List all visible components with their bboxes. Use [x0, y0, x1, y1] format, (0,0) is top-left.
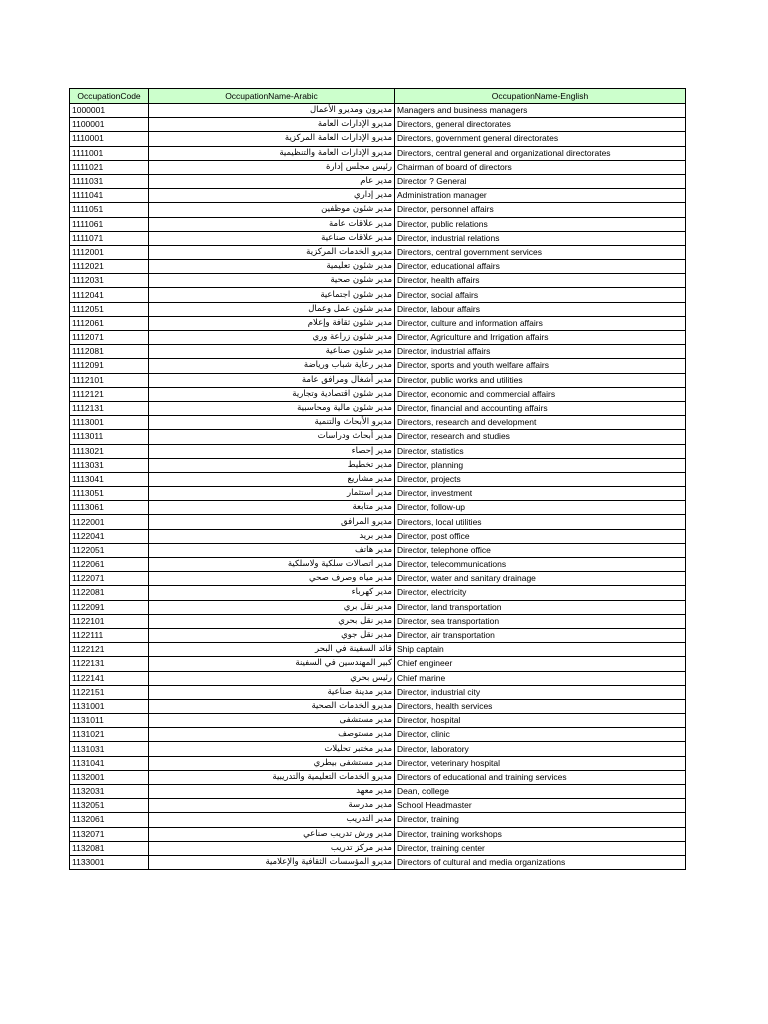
occupation-name-arabic-cell: مدير تخطيط: [149, 458, 395, 472]
occupation-code-cell: 1112031: [70, 274, 149, 288]
occupation-code-cell: 1133001: [70, 855, 149, 869]
occupation-name-english-cell: Director, sports and youth welfare affairs: [395, 359, 686, 373]
occupation-code-cell: 1132031: [70, 785, 149, 799]
table-row: [70, 203, 686, 217]
table-row: [70, 558, 686, 572]
occupation-name-english-cell: Director, follow-up: [395, 501, 686, 515]
occupation-code-cell: 1112121: [70, 387, 149, 401]
occupation-code-cell: 1122061: [70, 558, 149, 572]
occupation-code-cell: 1122141: [70, 671, 149, 685]
occupation-code-cell: 1122051: [70, 543, 149, 557]
occupation-code-cell: 1112081: [70, 345, 149, 359]
occupation-code-cell: 1122131: [70, 657, 149, 671]
occupation-name-arabic-cell: مدير ورش تدريب صناعي: [149, 827, 395, 841]
occupation-name-arabic-cell: مدير كهرباء: [149, 586, 395, 600]
occupation-code-cell: 1122081: [70, 586, 149, 600]
occupation-code-cell: 1113061: [70, 501, 149, 515]
occupation-name-arabic-cell: مدير اتصالات سلكية ولاسلكية: [149, 558, 395, 572]
occupation-code-cell: 1112041: [70, 288, 149, 302]
occupation-name-arabic-cell: مديرون ومديرو الأعمال: [149, 104, 395, 118]
occupation-code-cell: 1122071: [70, 572, 149, 586]
occupation-name-arabic-cell: مديرو الخدمات المركزية: [149, 245, 395, 259]
occupation-code-cell: 1122111: [70, 628, 149, 642]
occupation-name-english-cell: Director, economic and commercial affairs: [395, 387, 686, 401]
table-row: [70, 841, 686, 855]
occupation-name-arabic-cell: رئيس بحري: [149, 671, 395, 685]
table-row: [70, 373, 686, 387]
occupation-name-arabic-cell: مدير معهد: [149, 785, 395, 799]
occupation-code-cell: 1122091: [70, 600, 149, 614]
occupation-name-arabic-cell: مدير استثمار: [149, 487, 395, 501]
occupation-name-english-cell: Director, planning: [395, 458, 686, 472]
occupation-name-arabic-cell: مدير إداري: [149, 189, 395, 203]
occupation-code-cell: 1131031: [70, 742, 149, 756]
occupation-name-english-cell: Director, research and studies: [395, 430, 686, 444]
occupation-code-cell: 1111031: [70, 174, 149, 188]
table-row: [70, 728, 686, 742]
occupation-name-english-cell: School Headmaster: [395, 799, 686, 813]
table-row: [70, 245, 686, 259]
table-row: [70, 430, 686, 444]
occupation-name-english-cell: Director, training center: [395, 841, 686, 855]
table-row: [70, 799, 686, 813]
occupation-name-arabic-cell: مدير متابعة: [149, 501, 395, 515]
table-row: [70, 288, 686, 302]
occupation-name-english-cell: Directors, research and development: [395, 416, 686, 430]
header-row: [70, 89, 686, 104]
occupation-name-arabic-cell: مدير مستشفى بيطري: [149, 756, 395, 770]
occupation-name-arabic-cell: مدير مستشفى: [149, 714, 395, 728]
occupation-table: [69, 88, 686, 870]
occupation-name-arabic-cell: مدير شئون زراعة وري: [149, 331, 395, 345]
occupation-code-cell: 1111001: [70, 146, 149, 160]
occupation-name-english-cell: Director, training workshops: [395, 827, 686, 841]
occupation-code-cell: 1131011: [70, 714, 149, 728]
occupation-name-arabic-cell: مدير التدريب: [149, 813, 395, 827]
occupation-name-arabic-cell: مدير رعاية شباب ورياضة: [149, 359, 395, 373]
occupation-name-arabic-cell: مدير شئون عمل وعمال: [149, 302, 395, 316]
occupation-name-arabic-cell: رئيس مجلس إدارة: [149, 160, 395, 174]
occupation-code-cell: 1132071: [70, 827, 149, 841]
occupation-name-english-cell: Directors, health services: [395, 699, 686, 713]
occupation-code-cell: 1000001: [70, 104, 149, 118]
occupation-name-english-cell: Director, educational affairs: [395, 260, 686, 274]
occupation-name-arabic-cell: مدير أبحاث ودراسات: [149, 430, 395, 444]
occupation-name-english-cell: Director, water and sanitary drainage: [395, 572, 686, 586]
occupation-name-arabic-cell: مدير مياه وصرف صحي: [149, 572, 395, 586]
occupation-name-arabic-cell: مديرو الخدمات الصحية: [149, 699, 395, 713]
table-row: [70, 472, 686, 486]
occupation-name-arabic-cell: مدير مدينة صناعية: [149, 685, 395, 699]
occupation-code-cell: 1131041: [70, 756, 149, 770]
table-row: [70, 132, 686, 146]
occupation-code-cell: 1113041: [70, 472, 149, 486]
occupation-name-english-cell: Director, air transportation: [395, 628, 686, 642]
occupation-name-english-cell: Director, industrial relations: [395, 231, 686, 245]
table-row: [70, 416, 686, 430]
occupation-name-english-cell: Director, veterinary hospital: [395, 756, 686, 770]
table-row: [70, 756, 686, 770]
occupation-name-arabic-cell: مدير علاقات صناعية: [149, 231, 395, 245]
occupation-name-arabic-cell: مديرو المرافق: [149, 515, 395, 529]
table-row: [70, 217, 686, 231]
occupation-code-cell: 1111021: [70, 160, 149, 174]
occupation-name-english-cell: Director, laboratory: [395, 742, 686, 756]
table-row: [70, 345, 686, 359]
table-row: [70, 600, 686, 614]
occupation-name-english-cell: Director, labour affairs: [395, 302, 686, 316]
occupation-name-english-cell: Director, investment: [395, 487, 686, 501]
occupation-code-cell: 1100001: [70, 118, 149, 132]
occupation-name-english-cell: Director, training: [395, 813, 686, 827]
occupation-name-arabic-cell: مدير أشغال ومرافق عامة: [149, 373, 395, 387]
occupation-name-english-cell: Director, clinic: [395, 728, 686, 742]
occupation-name-english-cell: Director, personnel affairs: [395, 203, 686, 217]
occupation-code-cell: 1122041: [70, 529, 149, 543]
occupation-name-arabic-cell: مديرو الأبحاث والتنمية: [149, 416, 395, 430]
table-row: [70, 515, 686, 529]
occupation-name-arabic-cell: مديرو الإدارات العامة المركزية: [149, 132, 395, 146]
table-row: [70, 657, 686, 671]
occupation-code-cell: 1112021: [70, 260, 149, 274]
occupation-name-arabic-cell: مدير مدرسة: [149, 799, 395, 813]
occupation-name-english-cell: Director, industrial city: [395, 685, 686, 699]
table-row: [70, 487, 686, 501]
occupation-name-arabic-cell: مدير نقل جوي: [149, 628, 395, 642]
table-row: [70, 770, 686, 784]
occupation-name-arabic-cell: مدير بريد: [149, 529, 395, 543]
table-row: [70, 146, 686, 160]
header-occupation-name-english: OccupationName-English: [395, 89, 686, 104]
table-row: [70, 231, 686, 245]
occupation-name-arabic-cell: قائد السفينة في البحر: [149, 643, 395, 657]
occupation-name-english-cell: Chief marine: [395, 671, 686, 685]
table-row: [70, 160, 686, 174]
occupation-name-arabic-cell: مدير نقل بري: [149, 600, 395, 614]
occupation-name-english-cell: Directors of cultural and media organizations: [395, 855, 686, 869]
occupation-name-arabic-cell: مدير عام: [149, 174, 395, 188]
occupation-name-arabic-cell: مدير شئون موظفين: [149, 203, 395, 217]
occupation-code-cell: 1112061: [70, 316, 149, 330]
occupation-name-english-cell: Director, electricity: [395, 586, 686, 600]
occupation-name-arabic-cell: مدير شئون مالية ومحاسبية: [149, 401, 395, 415]
table-row: [70, 501, 686, 515]
occupation-code-cell: 1111061: [70, 217, 149, 231]
table-row: [70, 444, 686, 458]
occupation-name-arabic-cell: مديرو الإدارات العامة والتنظيمية: [149, 146, 395, 160]
table-row: [70, 685, 686, 699]
table-row: [70, 118, 686, 132]
occupation-code-cell: 1112131: [70, 401, 149, 415]
table-row: [70, 274, 686, 288]
table-row: [70, 260, 686, 274]
occupation-code-cell: 1112001: [70, 245, 149, 259]
table-row: [70, 671, 686, 685]
occupation-name-arabic-cell: مدير هاتف: [149, 543, 395, 557]
occupation-code-cell: 1122001: [70, 515, 149, 529]
table-row: [70, 316, 686, 330]
occupation-code-cell: 1113051: [70, 487, 149, 501]
table-row: [70, 543, 686, 557]
occupation-name-arabic-cell: مدير شئون اجتماعية: [149, 288, 395, 302]
occupation-code-cell: 1122121: [70, 643, 149, 657]
occupation-name-english-cell: Director, public relations: [395, 217, 686, 231]
table-body: [70, 104, 686, 870]
table-row: [70, 855, 686, 869]
occupation-name-english-cell: Director, financial and accounting affairs: [395, 401, 686, 415]
occupation-code-cell: 1113011: [70, 430, 149, 444]
table-row: [70, 387, 686, 401]
table-row: [70, 529, 686, 543]
occupation-name-english-cell: Directors, central general and organizational directorates: [395, 146, 686, 160]
occupation-code-cell: 1132001: [70, 770, 149, 784]
header-occupation-name-arabic: OccupationName-Arabic: [149, 89, 395, 104]
occupation-name-english-cell: Director, statistics: [395, 444, 686, 458]
occupation-name-english-cell: Director, projects: [395, 472, 686, 486]
occupation-name-english-cell: Directors, local utilities: [395, 515, 686, 529]
occupation-name-arabic-cell: مدير شئون اقتصادية وتجارية: [149, 387, 395, 401]
occupation-name-english-cell: Director ? General: [395, 174, 686, 188]
occupation-name-arabic-cell: مدير شئون صحية: [149, 274, 395, 288]
occupation-code-cell: 1122101: [70, 614, 149, 628]
table-row: [70, 813, 686, 827]
table-row: [70, 714, 686, 728]
occupation-name-english-cell: Director, post office: [395, 529, 686, 543]
occupation-name-arabic-cell: مديرو المؤسسات الثقافية والإعلامية: [149, 855, 395, 869]
occupation-code-cell: 1112071: [70, 331, 149, 345]
occupation-name-arabic-cell: مدير علاقات عامة: [149, 217, 395, 231]
occupation-name-english-cell: Directors of educational and training services: [395, 770, 686, 784]
occupation-name-english-cell: Directors, government general directorates: [395, 132, 686, 146]
occupation-code-cell: 1112091: [70, 359, 149, 373]
occupation-name-arabic-cell: مدير مشاريع: [149, 472, 395, 486]
occupation-code-cell: 1111051: [70, 203, 149, 217]
occupation-code-cell: 1132061: [70, 813, 149, 827]
occupation-code-cell: 1132081: [70, 841, 149, 855]
table-row: [70, 331, 686, 345]
occupation-code-cell: 1112051: [70, 302, 149, 316]
occupation-name-english-cell: Director, Agriculture and Irrigation affairs: [395, 331, 686, 345]
occupation-code-cell: 1112101: [70, 373, 149, 387]
occupation-code-cell: 1122151: [70, 685, 149, 699]
occupation-name-english-cell: Director, culture and information affairs: [395, 316, 686, 330]
occupation-name-english-cell: Managers and business managers: [395, 104, 686, 118]
table-row: [70, 785, 686, 799]
table-row: [70, 104, 686, 118]
occupation-name-arabic-cell: مدير مختبر تحليلات: [149, 742, 395, 756]
occupation-name-arabic-cell: مدير مستوصف: [149, 728, 395, 742]
table-row: [70, 401, 686, 415]
occupation-name-english-cell: Chief engineer: [395, 657, 686, 671]
occupation-name-arabic-cell: مديرو الخدمات التعليمية والتدريبية: [149, 770, 395, 784]
occupation-name-english-cell: Directors, central government services: [395, 245, 686, 259]
table-row: [70, 458, 686, 472]
table-row: [70, 742, 686, 756]
occupation-code-cell: 1111041: [70, 189, 149, 203]
occupation-name-english-cell: Director, industrial affairs: [395, 345, 686, 359]
table-row: [70, 572, 686, 586]
table-row: [70, 643, 686, 657]
occupation-name-english-cell: Director, health affairs: [395, 274, 686, 288]
table-row: [70, 359, 686, 373]
occupation-code-cell: 1131001: [70, 699, 149, 713]
occupation-name-english-cell: Administration manager: [395, 189, 686, 203]
occupation-name-english-cell: Director, hospital: [395, 714, 686, 728]
occupation-name-english-cell: Director, telephone office: [395, 543, 686, 557]
table-row: [70, 699, 686, 713]
occupation-name-english-cell: Director, public works and utilities: [395, 373, 686, 387]
occupation-code-cell: 1111071: [70, 231, 149, 245]
table-row: [70, 302, 686, 316]
occupation-code-cell: 1110001: [70, 132, 149, 146]
occupation-name-english-cell: Ship captain: [395, 643, 686, 657]
occupation-name-arabic-cell: كبير المهندسين في السفينة: [149, 657, 395, 671]
occupation-name-english-cell: Chairman of board of directors: [395, 160, 686, 174]
occupation-name-arabic-cell: مدير مركز تدريب: [149, 841, 395, 855]
table-row: [70, 827, 686, 841]
occupation-code-cell: 1132051: [70, 799, 149, 813]
occupation-name-arabic-cell: مدير شئون صناعية: [149, 345, 395, 359]
header-occupation-code: OccupationCode: [70, 89, 149, 104]
occupation-name-arabic-cell: مدير شئون تعليمية: [149, 260, 395, 274]
table-row: [70, 586, 686, 600]
occupation-name-english-cell: Directors, general directorates: [395, 118, 686, 132]
occupation-code-cell: 1113031: [70, 458, 149, 472]
occupation-name-arabic-cell: مدير إحصاء: [149, 444, 395, 458]
occupation-name-english-cell: Director, land transportation: [395, 600, 686, 614]
occupation-name-english-cell: Dean, college: [395, 785, 686, 799]
occupation-name-arabic-cell: مدير شئون ثقافة وإعلام: [149, 316, 395, 330]
table-row: [70, 189, 686, 203]
table-row: [70, 614, 686, 628]
occupation-code-cell: 1131021: [70, 728, 149, 742]
occupation-name-arabic-cell: مديرو الإدارات العامة: [149, 118, 395, 132]
occupation-name-english-cell: Director, telecommunications: [395, 558, 686, 572]
occupation-code-cell: 1113001: [70, 416, 149, 430]
table-row: [70, 174, 686, 188]
occupation-name-arabic-cell: مدير نقل بحري: [149, 614, 395, 628]
occupation-code-cell: 1113021: [70, 444, 149, 458]
occupation-name-english-cell: Director, social affairs: [395, 288, 686, 302]
occupation-name-english-cell: Director, sea transportation: [395, 614, 686, 628]
table-row: [70, 628, 686, 642]
